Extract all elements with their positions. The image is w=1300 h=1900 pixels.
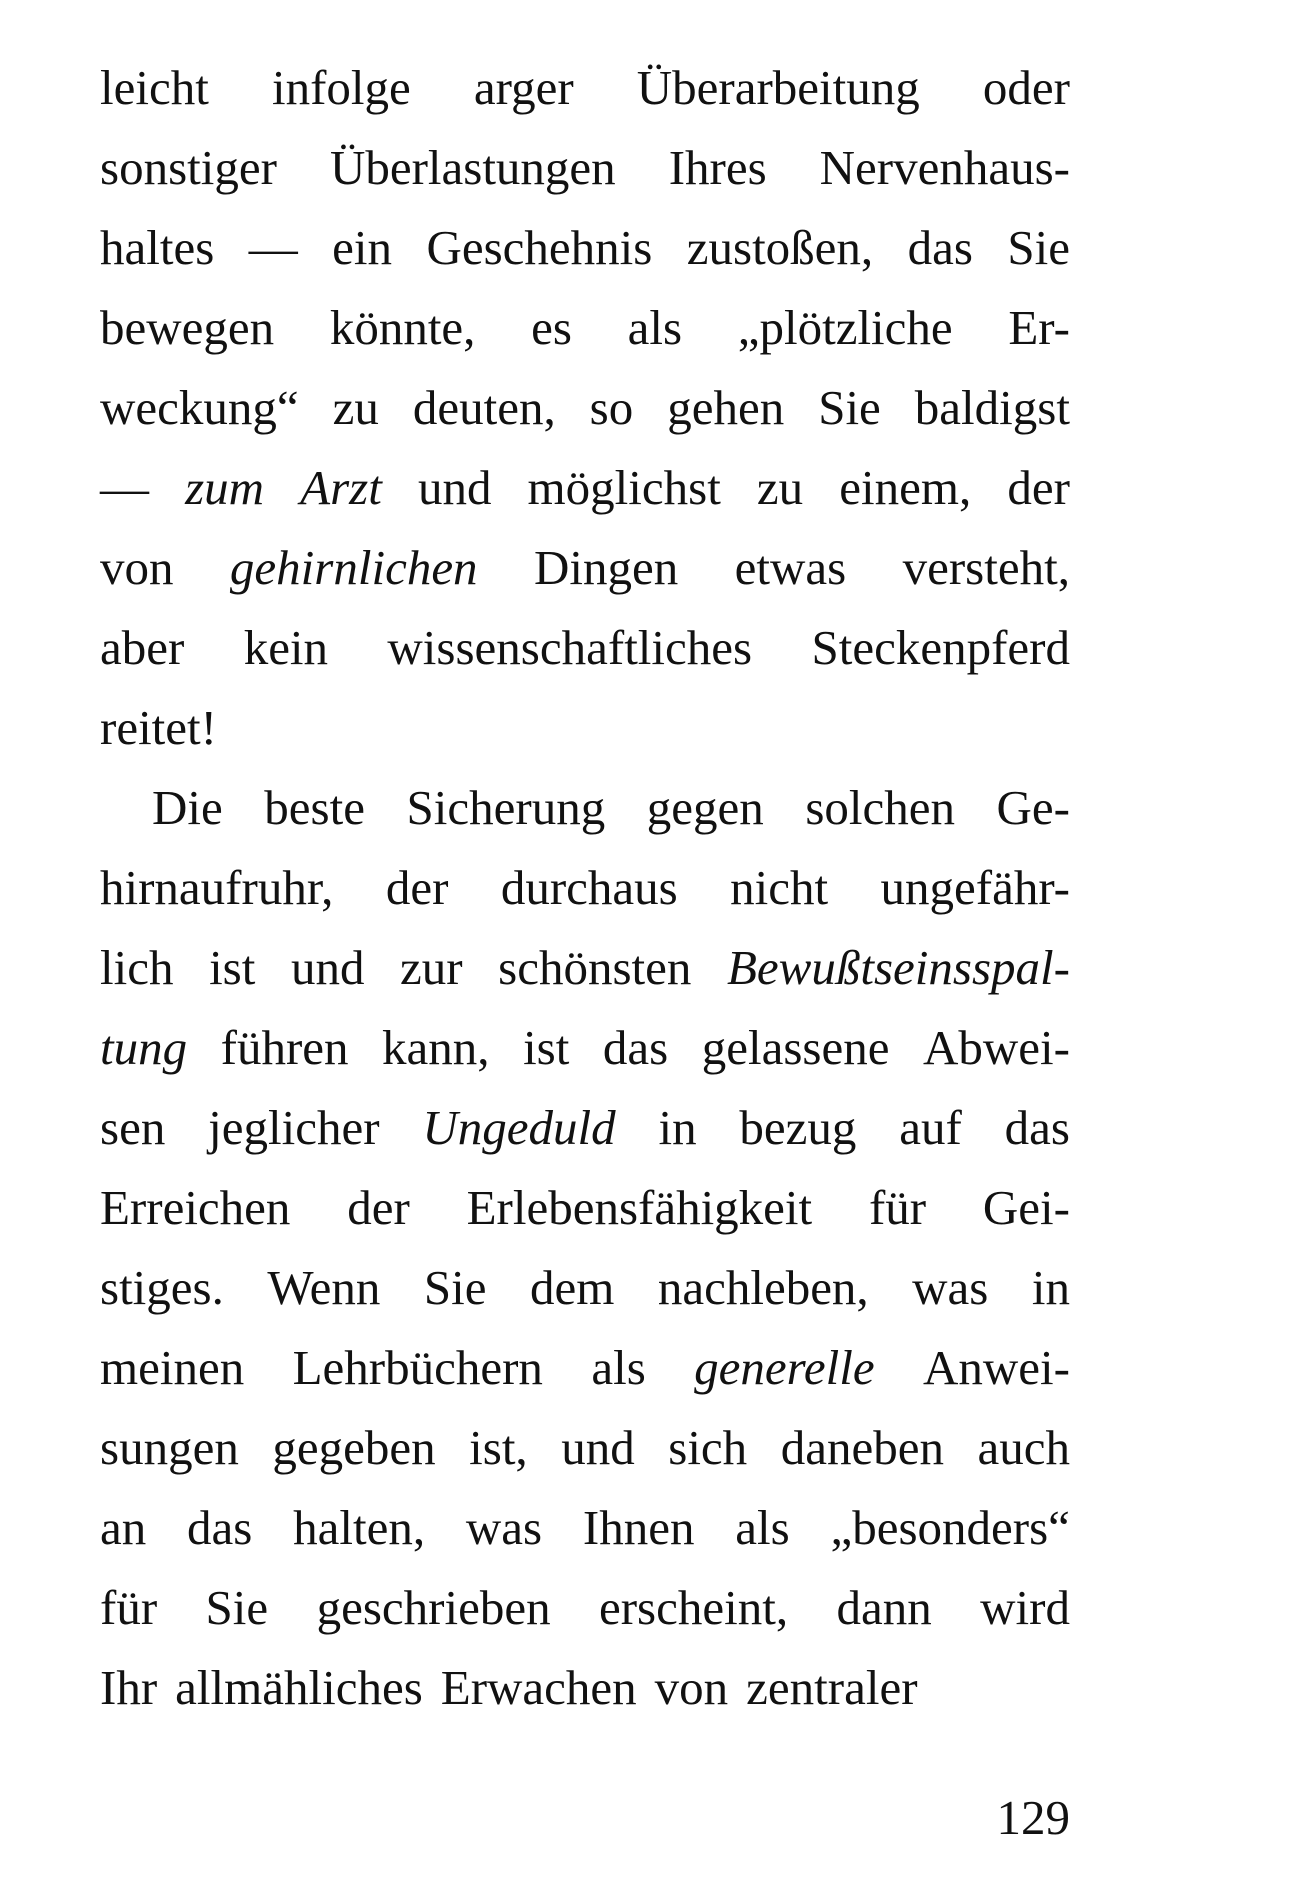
word: ist	[523, 1020, 570, 1075]
word: Die	[152, 780, 223, 835]
word: auf	[899, 1100, 962, 1155]
word: Geschehnis	[426, 220, 653, 275]
word: Er-	[1008, 300, 1070, 355]
word: auch	[977, 1420, 1070, 1475]
text-line	[100, 608, 1070, 688]
word: Erwachen	[440, 1660, 637, 1715]
word: baldigst	[914, 380, 1070, 435]
word: in	[658, 1100, 697, 1155]
body-text	[100, 48, 1070, 1728]
word: es	[531, 300, 572, 355]
word: Erlebensfähigkeit	[466, 1180, 813, 1235]
text-line	[100, 528, 1070, 608]
word: nachleben,	[657, 1260, 869, 1315]
italic-word: tung	[100, 1020, 188, 1075]
word: zentraler	[746, 1660, 918, 1715]
word: versteht,	[902, 540, 1070, 595]
word: oder	[982, 60, 1070, 115]
word: zur	[400, 940, 463, 995]
word: nicht	[730, 860, 829, 915]
word: das	[602, 1020, 669, 1075]
word: wissenschaftliches	[387, 620, 753, 675]
word: der	[347, 1180, 410, 1235]
word: Steckenpferd	[811, 620, 1070, 675]
word: geschrieben	[316, 1580, 551, 1635]
word: weckung“	[100, 380, 299, 435]
text-line	[100, 848, 1070, 928]
page-number: 129	[996, 1790, 1070, 1845]
word: Abwei-	[922, 1020, 1070, 1075]
word: —	[100, 460, 149, 515]
text-line	[100, 688, 1070, 768]
word: sen	[100, 1100, 166, 1155]
word: für	[100, 1580, 158, 1635]
text-line	[100, 128, 1070, 208]
word: Sie	[423, 1260, 487, 1315]
word: so	[589, 380, 634, 435]
word: schönsten	[498, 940, 692, 995]
word: leicht	[100, 60, 209, 115]
text-line	[100, 208, 1070, 288]
word: Anwei-	[923, 1340, 1070, 1395]
word: Überlastungen	[329, 140, 616, 195]
word: wird	[980, 1580, 1070, 1635]
paragraph	[100, 48, 1070, 768]
text-line	[100, 928, 1070, 1008]
word: arger	[473, 60, 574, 115]
word: was	[465, 1500, 543, 1555]
word: halten,	[293, 1500, 426, 1555]
word: hirnaufruhr,	[100, 860, 334, 915]
text-line	[100, 1248, 1070, 1328]
word: als	[735, 1500, 790, 1555]
word: bewegen	[100, 300, 275, 355]
word: zustoßen,	[686, 220, 874, 275]
word: führen	[220, 1020, 349, 1075]
word: für	[868, 1180, 927, 1235]
italic-word: Arzt	[300, 460, 382, 515]
word: und	[561, 1420, 635, 1475]
word: Ge-	[996, 780, 1070, 835]
italic-word: gehirnlichen	[229, 540, 478, 595]
word: etwas	[734, 540, 847, 595]
italic-word: Ungeduld	[422, 1100, 616, 1155]
word: das	[1004, 1100, 1070, 1155]
word: deuten,	[412, 380, 556, 435]
text-line	[100, 48, 1070, 128]
word: dem	[529, 1260, 615, 1315]
word: als	[627, 300, 683, 355]
word: das	[907, 220, 973, 275]
word: Sie	[1007, 220, 1070, 275]
word: meinen	[100, 1340, 245, 1395]
word: in	[1031, 1260, 1070, 1315]
word: gegeben	[272, 1420, 436, 1475]
word: „besonders“	[830, 1500, 1070, 1555]
word: beste	[264, 780, 365, 835]
text-line	[100, 448, 1070, 528]
word: „plötzliche	[737, 300, 953, 355]
word: Erreichen	[100, 1180, 291, 1235]
word: durchaus	[500, 860, 678, 915]
word: kein	[243, 620, 329, 675]
word: möglichst	[527, 460, 721, 515]
text-line	[100, 1648, 1070, 1728]
word: dann	[836, 1580, 932, 1635]
word: reitet!	[100, 700, 217, 755]
word: ungefähr-	[880, 860, 1070, 915]
word: sonstiger	[100, 140, 277, 195]
word: an	[100, 1500, 147, 1555]
word: kann,	[382, 1020, 490, 1075]
word: das	[187, 1500, 253, 1555]
italic-word: zum	[185, 460, 265, 515]
text-line	[100, 288, 1070, 368]
word: infolge	[271, 60, 411, 115]
word: könnte,	[329, 300, 476, 355]
word: zu	[756, 460, 804, 515]
text-line	[100, 1328, 1070, 1408]
word: lich	[100, 940, 174, 995]
word: von	[100, 540, 174, 595]
text-line	[100, 368, 1070, 448]
word: Ihres	[668, 140, 767, 195]
word: ist,	[469, 1420, 528, 1475]
word: gelassene	[701, 1020, 890, 1075]
word: Wenn	[267, 1260, 381, 1315]
word: ein	[332, 220, 393, 275]
word: bezug	[739, 1100, 857, 1155]
word: Überarbeitung	[636, 60, 920, 115]
word: und	[417, 460, 492, 515]
word: aber	[100, 620, 185, 675]
word: Ihr	[100, 1660, 158, 1715]
word: und	[290, 940, 365, 995]
word: gegen	[646, 780, 764, 835]
word: was	[912, 1260, 989, 1315]
word: allmähliches	[175, 1660, 423, 1715]
word: erscheint,	[598, 1580, 789, 1635]
word: zu	[332, 380, 379, 435]
word: jeglicher	[208, 1100, 380, 1155]
text-line	[100, 1168, 1070, 1248]
word: Sicherung	[406, 780, 606, 835]
text-line	[100, 1088, 1070, 1168]
word: der	[385, 860, 449, 915]
word: Dingen	[533, 540, 679, 595]
word: ist	[209, 940, 256, 995]
word: sungen	[100, 1420, 239, 1475]
word: Gei-	[982, 1180, 1070, 1235]
word: daneben	[780, 1420, 944, 1475]
text-line	[100, 1488, 1070, 1568]
word: haltes	[100, 220, 215, 275]
word: Sie	[205, 1580, 269, 1635]
word: Lehrbüchern	[292, 1340, 543, 1395]
word: der	[1007, 460, 1070, 515]
paragraph	[100, 768, 1070, 1728]
italic-word: generelle	[694, 1340, 875, 1395]
word: von	[654, 1660, 729, 1715]
word: gehen	[667, 380, 785, 435]
text-line	[100, 1008, 1070, 1088]
word: stiges.	[100, 1260, 224, 1315]
word: Nervenhaus-	[819, 140, 1070, 195]
italic-word: Bewußtseinsspal-	[727, 940, 1070, 995]
word: Sie	[818, 380, 881, 435]
text-line	[100, 1408, 1070, 1488]
text-line	[100, 1568, 1070, 1648]
text-line	[100, 768, 1070, 848]
word: einem,	[839, 460, 972, 515]
word: Ihnen	[582, 1500, 695, 1555]
word: solchen	[805, 780, 955, 835]
word: sich	[668, 1420, 748, 1475]
word: —	[248, 220, 298, 275]
word: als	[591, 1340, 646, 1395]
